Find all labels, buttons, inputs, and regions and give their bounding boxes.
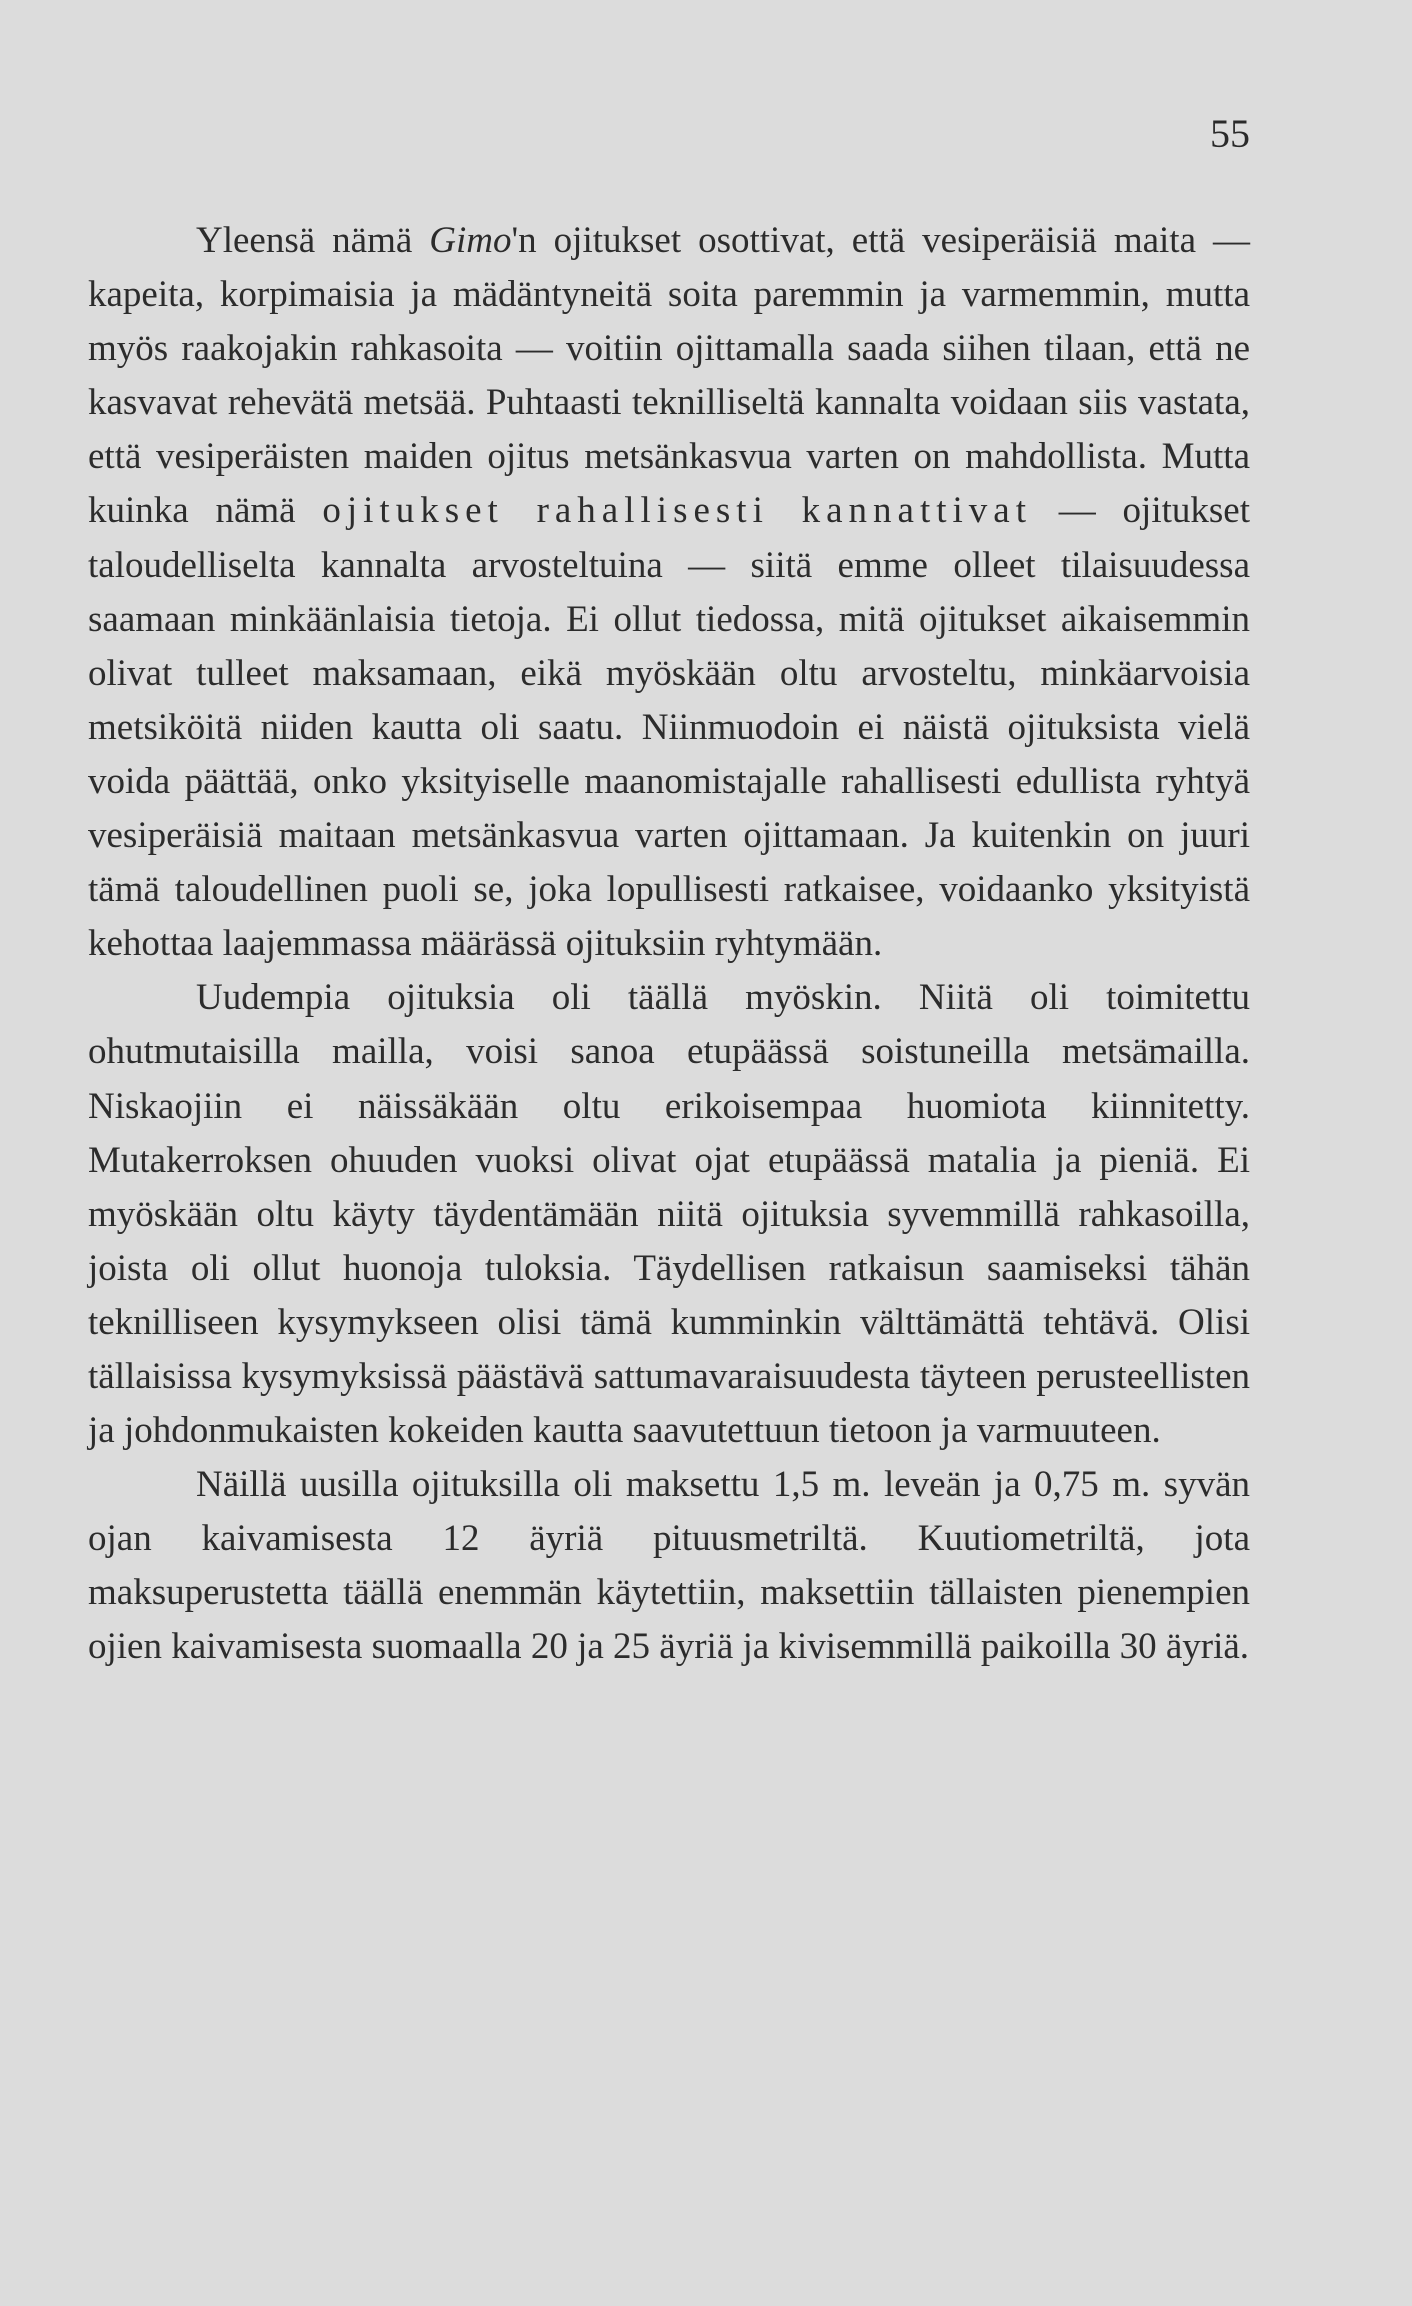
paragraph-2-text: Uudempia ojituksia oli täällä myöskin. Niitä oli toimitettu ohutmutaisilla mailla, voisi sanoa etupäässä soistuneilla metsämailla. Niskaojiin ei näissäkään oltu erikoisempaa huomiota kiinnitetty. Mutakerroksen ohuuden vuoksi olivat ojat etupäässä matalia ja pieniä. Ei myöskään oltu käyty täydentämään niitä ojituksia syvemmillä rahkasoilla, joista oli ollut huonoja tuloksia. Täydellisen ratkaisun saamiseksi tähän teknilliseen kysymykseen olisi tämä kumminkin välttämättä tehtävä. Olisi tällaisissa kysymyksissä päästävä sattumavaraisuudesta täyteen perusteellisten ja johdonmukaisten kokeiden kautta saavutettuun tietoon ja varmuuteen. — [88, 977, 1250, 1452]
paragraph-1-text-c: — ojitukset taloudelliselta kannalta arvosteltuina — siitä emme olleet tilaisuudessa saamaan minkäänlaisia tietoja. Ei ollut tiedossa, mitä ojitukset aikaisemmin olivat tulleet maksamaan, eikä myöskään oltu arvosteltu, minkäarvoisia metsiköitä niiden kautta oli saatu. Niinmuodoin ei näistä ojituksista vielä voida päättää, onko yksityiselle maanomistajalle rahallisesti edullista ryhtyä vesiperäisiä maitaan metsänkasvua varten ojittamaan. Ja kuitenkin on juuri tämä taloudellinen puoli se, joka lopullisesti ratkaisee, voidaanko yksityistä kehottaa laajemmassa määrässä ojituksiin ryhtymään. — [88, 490, 1250, 965]
body-text — [88, 214, 1250, 1675]
paragraph-2 — [88, 971, 1250, 1458]
paragraph-1-italic-name: Gimo — [429, 220, 512, 261]
paragraph-1-text-a: Yleensä nämä — [196, 220, 430, 261]
paragraph-3 — [88, 1458, 1250, 1674]
paragraph-1-spaced-emphasis: ojitukset rahallisesti kannattivat — [322, 490, 1033, 532]
paragraph-1 — [88, 214, 1250, 971]
page-number: 55 — [1210, 111, 1250, 156]
paragraph-1-text-b: 'n ojitukset osottivat, että vesiperäisiä maita — kapeita, korpimaisia ja mädäntyneitä soita paremmin ja varmemmin, mutta myös raakojakin rahkasoita — voitiin ojittamalla saada siihen tilaan, että ne kasvavat rehevätä metsää. Puhtaasti teknilliseltä kannalta voidaan siis vastata, että vesiperäisten maiden ojitus metsänkasvua varten on mahdollista. Mutta kuinka nämä — [88, 220, 1250, 532]
paragraph-3-text: Näillä uusilla ojituksilla oli maksettu 1,5 m. leveän ja 0,75 m. syvän ojan kaivamisesta 12 äyriä pituusmetriltä. Kuutiometriltä, jota maksuperustetta täällä enemmän käytettiin, maksettiin tällaisten pienempien ojien kaivamisesta suomaalla 20 ja 25 äyriä ja kivisemmillä paikoilla 30 äyriä. — [88, 1464, 1250, 1668]
